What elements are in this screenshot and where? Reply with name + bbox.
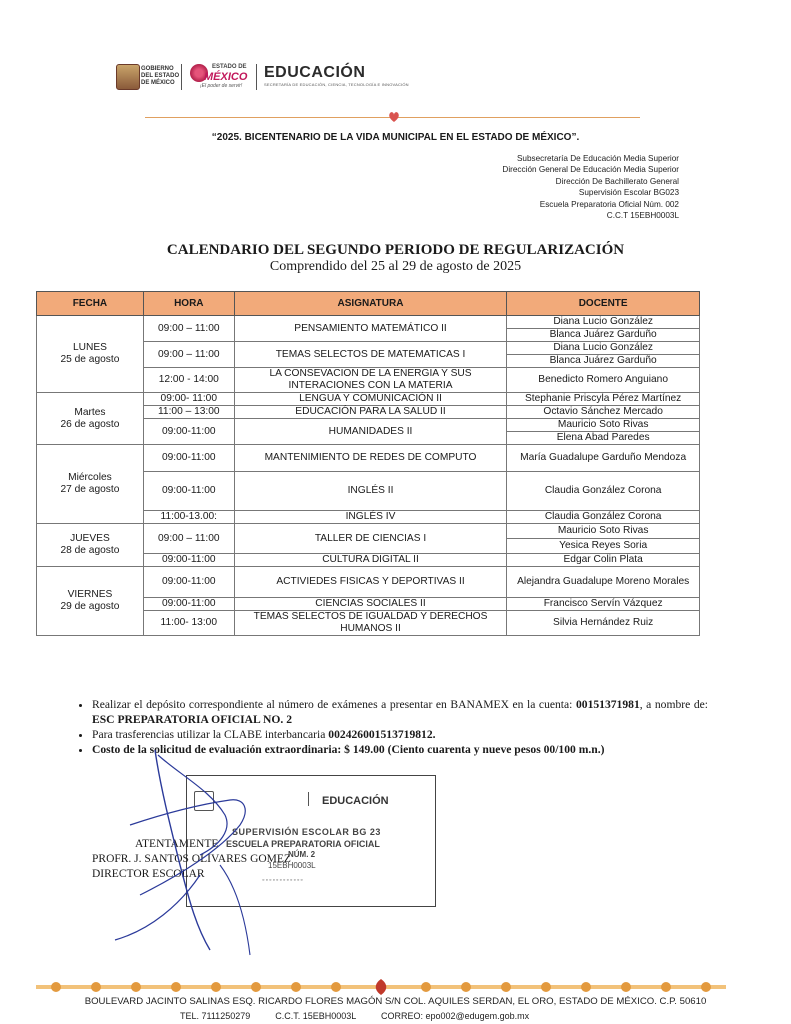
footer-address: BOULEVARD JACINTO SALINAS ESQ. RICARDO FLORES MAGÓN S/N COL. AQUILES SERDAN, EL ORO, ESTADO DE MÉXICO. C.P. 50610 (84, 996, 707, 1007)
table-row (37, 393, 700, 406)
institution-line: Dirección General De Educación Media Superior (502, 165, 679, 175)
note-deposit (92, 697, 708, 727)
docente-cell: Stephanie Priscyla Pérez Martínez (507, 393, 700, 406)
ornament-flower-icon (387, 111, 401, 123)
docente-cell: Diana Lucio González (507, 342, 700, 355)
note-transfer (92, 727, 708, 742)
atentamente-label: ATENTAMENTE (135, 838, 219, 850)
educacion-logo-subtitle: SECRETARÍA DE EDUCACIÓN, CIENCIA, TECNOLOGÍA E INNOVACIÓN (264, 82, 409, 87)
asignatura-cell: TEMAS SELECTOS DE IGUALDAD Y DERECHOS HUMANOS II (234, 611, 507, 636)
docente-cell: Claudia González Corona (507, 511, 700, 524)
hora-cell: 11:00- 13:00 (143, 611, 234, 636)
note-cost: • Costo de la solicitud de evaluación extraordinaria: $ 149.00 (Ciento cuarenta y nueve pesos 00/100 m.n.) (92, 742, 708, 757)
docente-cell: María Guadalupe Garduño Mendoza (507, 445, 700, 472)
table-row (37, 445, 700, 472)
docente-cell: Silvia Hernández Ruiz (507, 611, 700, 636)
footer-ornament (36, 978, 726, 996)
hora-cell: 09:00-11:00 (143, 445, 234, 472)
schedule-table (36, 291, 700, 636)
day-cell (37, 445, 144, 524)
hora-cell: 11:00 – 13:00 (143, 406, 234, 419)
docente-cell: Blanca Juárez Garduño (507, 329, 700, 342)
docente-cell: Claudia González Corona (507, 472, 700, 511)
institution-block (502, 153, 679, 221)
docente-cell: Francisco Servín Vázquez (507, 598, 700, 611)
day-date: 26 de agosto (60, 418, 120, 430)
table-row (37, 524, 700, 539)
stamp-ornament: ◦◦◦◦◦◦◦◦◦◦◦◦ (262, 877, 304, 884)
hora-cell: 09:00 – 11:00 (143, 316, 234, 342)
hora-cell: 09:00-11:00 (143, 419, 234, 445)
day-cell (37, 393, 144, 445)
docente-cell: Mauricio Soto Rivas (507, 524, 700, 539)
edomex-top-label: ESTADO DE (212, 64, 247, 70)
column-header-hora: HORA (143, 292, 234, 316)
hora-cell: 09:00-11:00 (143, 598, 234, 611)
edomex-slogan: ¡El poder de servir! (200, 83, 243, 89)
asignatura-cell: EDUCACIÓN PARA LA SALUD II (234, 406, 507, 419)
document-subtitle: Comprendido del 25 al 29 de agosto de 2025 (269, 259, 522, 274)
document-title: CALENDARIO DEL SEGUNDO PERIODO DE REGULARIZACIÓN (166, 242, 625, 258)
day-name: LUNES (72, 342, 107, 353)
asignatura-cell: CIENCIAS SOCIALES II (234, 598, 507, 611)
stamp-line: NÚM. 2 (288, 850, 316, 859)
day-date: 27 de agosto (60, 484, 120, 495)
table-row (37, 567, 700, 598)
docente-cell: Diana Lucio González (507, 316, 700, 329)
table-row (37, 316, 700, 329)
stamp-educacion-title: EDUCACIÓN (322, 795, 389, 807)
hora-cell: 09:00-11:00 (143, 554, 234, 567)
institution-line: Escuela Preparatoria Oficial Núm. 002 (539, 199, 679, 209)
stamp-line: ESCUELA PREPARATORIA OFICIAL (226, 839, 380, 849)
educacion-logo-title: EDUCACIÓN (264, 64, 366, 81)
day-date: 25 de agosto (60, 354, 120, 365)
docente-cell: Yesica Reyes Soria (507, 539, 700, 554)
day-cell (37, 524, 144, 567)
hora-cell: 09:00 – 11:00 (143, 524, 234, 554)
day-name: JUEVES (70, 533, 110, 544)
director-name: PROFR. J. SANTOS OLIVARES GOMEZ (92, 853, 291, 865)
day-date: 29 de agosto (60, 601, 120, 612)
asignatura-cell: PENSAMIENTO MATEMÁTICO II (234, 316, 507, 342)
stamp-line: 15EBH0003L (268, 861, 316, 870)
director-role: DIRECTOR ESCOLAR (92, 868, 205, 880)
asignatura-cell: LA CONSEVACION DE LA ENERGIA Y SUS INTERACIONES CON LA MATERIA (234, 368, 507, 393)
institution-line: C.C.T 15EBH0003L (606, 211, 679, 221)
stamp-line: SUPERVISIÓN ESCOLAR BG 23 (232, 827, 381, 837)
day-cell (37, 316, 144, 393)
clabe-number: 002426001513719812. (328, 728, 436, 741)
asignatura-cell: ACTIVIEDES FISICAS Y DEPORTIVAS II (234, 567, 507, 598)
note-text: , a nombre de: (639, 698, 709, 711)
asignatura-cell: TEMAS SELECTOS DE MATEMATICAS I (234, 342, 507, 368)
account-number: 00151371981 (575, 698, 640, 711)
asignatura-cell: LENGUA Y COMUNICACIÓN II (234, 393, 507, 406)
hora-cell: 09:00-11:00 (143, 567, 234, 598)
docente-cell: Elena Abad Paredes (507, 432, 700, 445)
hora-cell: 12:00 - 14:00 (143, 368, 234, 393)
docente-cell: Alejandra Guadalupe Moreno Morales (507, 567, 700, 598)
column-header-asignatura: ASIGNATURA (234, 292, 507, 316)
day-date: 28 de agosto (60, 545, 120, 556)
column-header-docente: DOCENTE (507, 292, 700, 316)
note-text: Realizar el depósito correspondiente al número de exámenes a presentar en BANAMEX en la cuenta: (92, 698, 573, 711)
docente-cell: Blanca Juárez Garduño (507, 355, 700, 368)
table-header-row (37, 292, 700, 316)
motto: “2025. BICENTENARIO DE LA VIDA MUNICIPAL EN EL ESTADO DE MÉXICO”. (211, 132, 580, 143)
docente-cell: Mauricio Soto Rivas (507, 419, 700, 432)
note-text: Para trasferencias utilizar la CLABE interbancaria (92, 728, 326, 741)
institution-line: Dirección De Bachillerato General (555, 176, 679, 186)
logo-divider (181, 64, 182, 90)
logo-divider (256, 64, 257, 90)
day-cell (37, 567, 144, 636)
asignatura-cell: HUMANIDADES II (234, 419, 507, 445)
day-name: Martes (74, 406, 106, 418)
government-seal-icon (116, 64, 140, 90)
asignatura-cell: MANTENIMIENTO DE REDES DE COMPUTO (234, 445, 507, 472)
account-holder: ESC PREPARATORIA OFICIAL NO. 2 (92, 713, 293, 726)
day-name: VIERNES (67, 589, 113, 600)
column-header-fecha: FECHA (37, 292, 144, 316)
institution-line: Supervisión Escolar BG023 (578, 188, 679, 198)
asignatura-cell: CULTURA DIGITAL II (234, 554, 507, 567)
asignatura-cell: TALLER DE CIENCIAS I (234, 524, 507, 554)
docente-cell: Benedicto Romero Anguiano (507, 368, 700, 393)
institution-line: Subsecretaría De Educación Media Superior (516, 154, 679, 163)
asignatura-cell: INGLÉS IV (234, 511, 507, 524)
asignatura-cell: INGLÉS II (234, 472, 507, 511)
hora-cell: 09:00 – 11:00 (143, 342, 234, 368)
day-name: Miércoles (68, 472, 112, 483)
hora-cell: 09:00-11:00 (143, 472, 234, 511)
edomex-main-label: MÉXICO (204, 71, 248, 83)
docente-cell: Octavio Sánchez Mercado (507, 406, 700, 419)
handwritten-signature (100, 745, 270, 960)
footer-contact: TEL. 7111250279 C.C.T. 15EBH0003L CORREO: epo002@edugem.gob.mx (180, 1011, 530, 1021)
docente-cell: Edgar Colin Plata (507, 554, 700, 567)
gobierno-label: GOBIERNO DEL ESTADO DE MÉXICO (141, 66, 180, 86)
hora-cell: 09:00- 11:00 (143, 393, 234, 406)
hora-cell: 11:00-13.00: (143, 511, 234, 524)
